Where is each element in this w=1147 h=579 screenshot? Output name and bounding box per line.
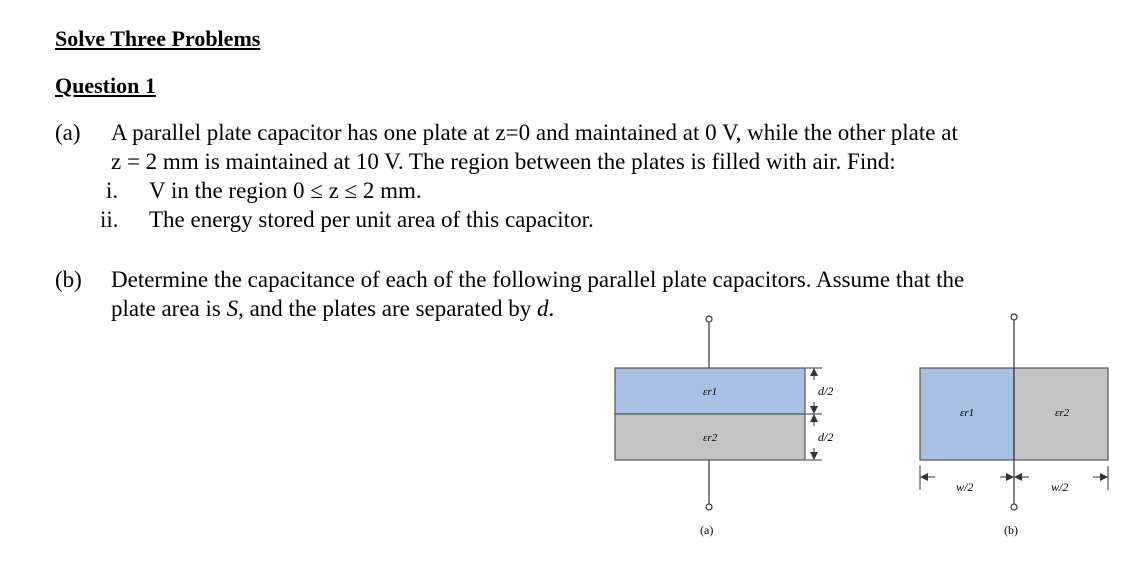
dim-right-label: w/2: [1051, 480, 1069, 494]
item-text: V in the region 0 ≤ z ≤ 2 mm.: [149, 178, 422, 203]
part-a-line2: z = 2 mm is maintained at 10 V. The region between the plates is filled with air. Find:: [111, 149, 896, 174]
figure-b-caption: (b): [1004, 523, 1018, 537]
item-number: ii.: [100, 207, 119, 232]
text-span: , and the plates are separated by: [238, 296, 537, 321]
eps-r1-label: εr1: [960, 407, 975, 419]
part-a-line1: A parallel plate capacitor has one plate at z=0 and maintained at 0 V, while the other plate at: [111, 120, 958, 145]
top-terminal: [1011, 314, 1017, 320]
item-text: The energy stored per unit area of this capacitor.: [149, 207, 594, 232]
figure-a-caption: (a): [700, 523, 714, 537]
figure-a: [615, 316, 833, 537]
variable-d: d: [536, 296, 549, 321]
question-heading: Question 1: [55, 73, 156, 98]
bottom-terminal: [1011, 504, 1017, 510]
text-span: plate area is: [111, 296, 227, 321]
dim-top-label: d/2: [818, 384, 834, 398]
variable-s: S: [226, 296, 239, 321]
eps-r1-label: εr1: [703, 386, 718, 398]
bottom-terminal: [706, 504, 712, 510]
part-a-label: (a): [55, 120, 81, 145]
part-b-label: (b): [55, 267, 82, 292]
eps-r2-label: εr2: [703, 432, 718, 444]
top-terminal: [706, 316, 712, 322]
page-title: Solve Three Problems: [55, 26, 261, 51]
eps-r2-label: εr2: [1055, 407, 1070, 419]
dim-left-label: w/2: [956, 480, 974, 494]
text-span: .: [548, 296, 555, 321]
figure-b: [920, 314, 1108, 537]
dim-bottom-label: d/2: [818, 430, 834, 444]
item-number: i.: [106, 178, 119, 203]
part-b-line1: Determine the capacitance of each of the following parallel plate capacitors. Assume that the: [111, 267, 965, 292]
